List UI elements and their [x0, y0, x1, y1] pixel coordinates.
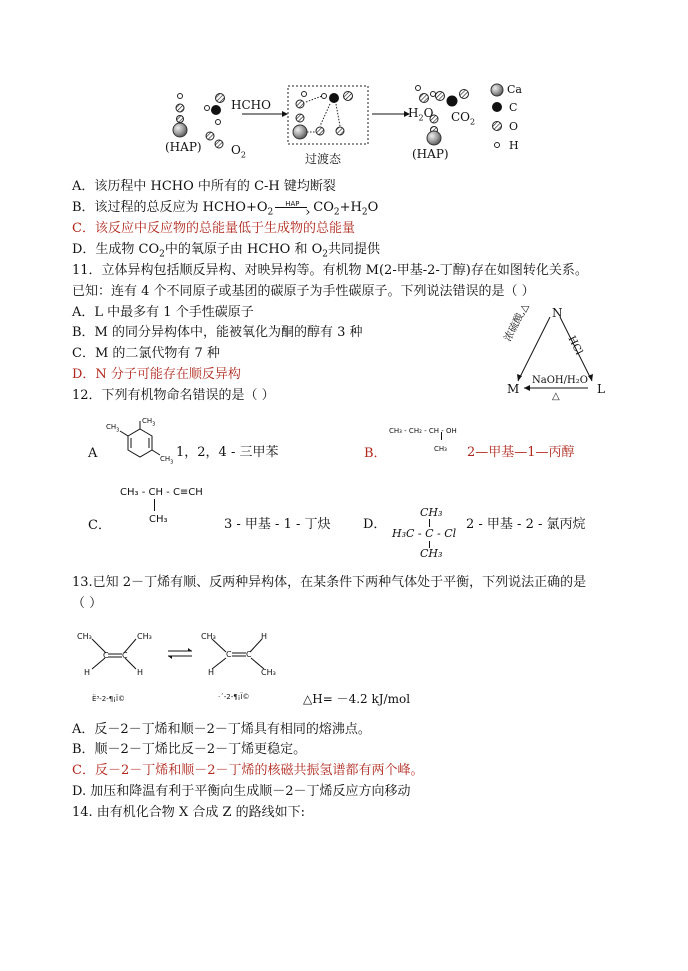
q11-option-b: B．M 的同分异构体中，能被氧化为酮的醇有 3 种 — [72, 325, 363, 340]
ca-atom — [173, 123, 187, 137]
q10-option-c: C．该反应中反应物的总能量低于生成物的总能量 — [72, 221, 355, 236]
triangle-left-edge: 浓硫酸,△ — [502, 301, 532, 344]
delta-h: △H= －4.2 kJ/mol — [303, 692, 411, 706]
q12-a-label: A — [88, 446, 98, 461]
c-atom — [211, 105, 221, 115]
q12-stem: 12．下列有机物命名错误的是（ ） — [72, 388, 275, 403]
trans-caption: ·´-2-¶¡Ï© — [218, 693, 250, 701]
ca-atom — [427, 131, 441, 145]
q12-b-label: B． — [364, 446, 387, 461]
q12-a-ch3: $CH_3$ — [106, 423, 120, 434]
trans-c-left: C — [226, 650, 232, 659]
legend-o: O — [509, 120, 519, 133]
q12-d-top: CH₃ — [420, 506, 443, 519]
o-atom — [336, 127, 344, 135]
h-atom — [416, 86, 421, 91]
q13-option-b: B．顺－2－丁烯比反－2－丁烯更稳定。 — [72, 742, 307, 757]
h-atom — [216, 120, 221, 125]
q10-option-b: B．该过程的总反应为 $HCHO+O_2$ HAP › $CO_2+H_2O$ — [72, 200, 379, 220]
q12-b-branch: CH₃ — [434, 445, 447, 453]
o-atom — [177, 116, 184, 123]
q13-option-d: D. 加压和降温有利于平衡向生成顺－2－丁烯反应方向移动 — [72, 784, 411, 799]
trans-ch3-right: CH₃ — [261, 668, 276, 677]
q12-b-formula: CH₃ - CH₂ - CH - OH — [389, 427, 457, 435]
q11-stem-line1: 11．立体异构包括顺反异构、对映异构等。有机物 M(2-甲基-2-丁醇)存在如图转化关系。 — [72, 263, 588, 278]
h-atom — [302, 92, 307, 97]
c-atom — [447, 96, 458, 107]
q12-b-name: 2—甲基—1—丙醇 — [467, 445, 575, 460]
o-atom — [460, 90, 469, 99]
legend-o-icon — [493, 122, 502, 131]
o-atom — [216, 94, 225, 103]
cis-c-left: C — [103, 651, 109, 660]
q12-b-bond — [441, 432, 442, 440]
legend-ca-icon — [491, 84, 503, 96]
o-atom — [436, 92, 445, 101]
q13-option-a: A．反－2－丁烯和顺－2－丁烯具有相同的熔沸点。 — [72, 722, 371, 737]
cis-h-left: H — [84, 668, 91, 677]
q13-stem-line2: （ ） — [72, 596, 103, 611]
cis-c-right: C — [122, 651, 128, 660]
legend-h-icon — [495, 143, 500, 148]
h-atom — [322, 94, 327, 99]
triangle-m: M — [507, 382, 520, 396]
reaction-mechanism-figure — [150, 74, 550, 174]
q11-option-d: D．N 分子可能存在顺反异构 — [72, 367, 241, 382]
co2-label: $CO_2$ — [451, 110, 476, 127]
q10-option-d: D．生成物 $CO_2$中的氧原子由 HCHO 和 $O_2$共同提供 — [72, 242, 380, 260]
q12-d-label: D． — [363, 517, 387, 532]
trans-c-right: C — [246, 650, 252, 659]
o-atom — [206, 132, 214, 140]
o-atom — [316, 127, 324, 135]
q11-stem-line2: 已知：连有 4 个不同原子或基团的碳原子为手性碳原子。下列说法错误的是（ ） — [72, 284, 535, 299]
q12-c-formula: CH₃ - CH - C≡CH — [120, 487, 203, 498]
q14-stem: 14. 由有机化合物 X 合成 Z 的路线如下: — [72, 805, 306, 820]
cis-h-right: H — [137, 668, 144, 677]
q12-a-name: 1，2，4 - 三甲苯 — [176, 445, 279, 460]
q12-c-label: C． — [88, 518, 111, 533]
o-atom — [420, 94, 429, 103]
legend-ca: Ca — [507, 83, 522, 96]
o-atom — [176, 104, 184, 112]
triangle-n: N — [552, 306, 563, 320]
triangle-l: L — [597, 382, 605, 396]
q12-d-bottom: CH₃ — [420, 547, 443, 560]
triangle-bottom-top: NaOH/H₂O — [532, 375, 588, 386]
q12-d-name: 2 - 甲基 - 2 - 氯丙烷 — [466, 517, 586, 532]
q12-c-name: 3 - 甲基 - 1 - 丁炔 — [224, 517, 331, 532]
legend-c: C — [509, 101, 518, 114]
o-atom — [296, 100, 304, 108]
transition-state-label: 过渡态 — [305, 152, 342, 166]
h-atom — [178, 94, 183, 99]
q12-c-branch: CH₃ — [149, 514, 168, 525]
hcho-label: HCHO — [231, 98, 271, 112]
q11-option-a: A．L 中最多有 1 个手性碳原子 — [72, 305, 254, 320]
o-atom — [296, 114, 304, 122]
q13-stem-line1: 13.已知 2－丁烯有顺、反两种异构体，在某条件下两种气体处于平衡，下列说法正确的是 — [72, 575, 587, 590]
cis-ch3-right: CH₃ — [137, 632, 152, 641]
h2o-label: $H_2O$ — [408, 106, 434, 123]
legend-h: H — [509, 139, 519, 152]
o-atom — [215, 140, 223, 148]
q11-option-c: C．M 的二氯代物有 7 种 — [72, 346, 220, 361]
q10-option-a: A．该历程中 HCHO 中所有的 C-H 键均断裂 — [72, 179, 336, 194]
q12-a-ch3: $CH_3$ — [160, 455, 174, 466]
triangle-right-edge: HCl — [565, 334, 585, 357]
q13-option-c: C．反－2－丁烯和顺－2－丁烯的核磁共振氢谱都有两个峰。 — [72, 763, 424, 778]
trans-h-right: H — [261, 632, 268, 641]
cis-caption: Ë³-2-¶¡Ï© — [92, 695, 126, 703]
trans-h-left: H — [208, 668, 215, 677]
o-atom — [344, 92, 353, 101]
hap-left-label: (HAP) — [165, 140, 202, 154]
h-atom — [431, 92, 436, 97]
triangle-bottom-under: △ — [552, 391, 560, 402]
c-atom — [329, 93, 339, 103]
trans-ch3-left: CH₃ — [201, 632, 216, 641]
cis-ch3-left: CH₃ — [77, 632, 92, 641]
h-atom — [205, 106, 210, 111]
hap-right-label: (HAP) — [412, 147, 449, 161]
legend-c-icon — [492, 102, 502, 112]
q12-d-mid: H₃C - C - Cl — [392, 527, 457, 540]
ca-atom — [293, 125, 307, 139]
q12-a-ch3: $CH_3$ — [142, 417, 156, 428]
q12-c-bond — [154, 499, 155, 511]
o2-label: $O_2$ — [231, 143, 246, 160]
